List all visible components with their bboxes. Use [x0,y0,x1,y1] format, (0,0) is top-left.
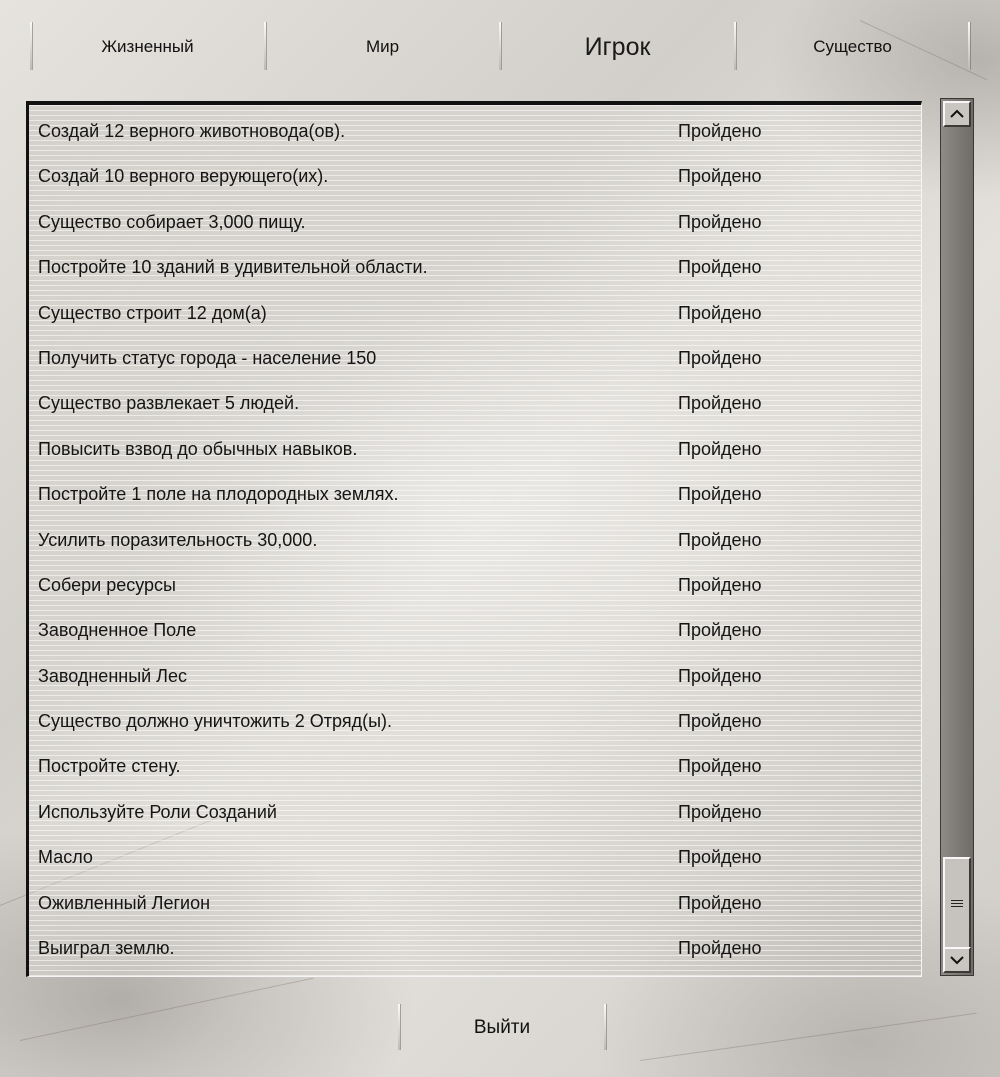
achievement-status: Пройдено [678,801,762,822]
exit-button[interactable] [402,1004,602,1052]
achievement-name: Собери ресурсы [38,574,176,595]
achievement-status: Пройдено [678,302,762,323]
scroll-thumb[interactable] [943,857,971,949]
achievement-name: Существо должно уничтожить 2 Отряд(ы). [38,711,393,732]
achievement-name: Создай 10 верного верующего(их). [38,166,329,187]
achievement-status: Пройдено [678,438,762,459]
achievement-list[interactable] [26,101,922,977]
achievement-name: Существо развлекает 5 людей. [38,393,300,414]
achievement-name: Существо строит 12 дом(а) [38,302,267,323]
achievement-name: Используйте Роли Созданий [38,801,277,822]
achievement-name: Получить статус города - население 150 [38,347,377,368]
achievement-status: Пройдено [678,529,762,550]
achievement-status: Пройдено [678,620,762,641]
marble-texture [20,978,314,1041]
tab-label: Игрок [584,32,651,61]
achievement-status: Пройдено [678,257,762,278]
achievement-status: Пройдено [678,211,762,232]
tab-creature[interactable] [735,22,970,72]
chevron-down-icon [949,954,965,966]
achievement-rows [29,117,921,977]
list-item[interactable] [29,798,921,843]
achievement-name: Постройте 10 зданий в удивительной области. [38,257,428,278]
list-scrollbar[interactable] [940,98,974,976]
tab-life[interactable] [30,22,265,72]
achievement-status: Пройдено [678,574,762,595]
achievement-status: Пройдено [678,892,762,913]
achievement-name: Постройте стену. [38,756,181,777]
button-divider [604,1004,606,1050]
list-item[interactable] [29,934,921,977]
achievement-status: Пройдено [678,393,762,414]
achievement-status: Пройдено [678,938,762,959]
tab-label: Существо [813,37,892,56]
achievement-status: Пройдено [678,756,762,777]
achievement-name: Усилить поразительность 30,000. [38,529,318,550]
tab-world[interactable] [265,22,500,72]
achievement-status: Пройдено [678,665,762,686]
footer-bar [398,1004,606,1052]
achievement-name: Создай 12 верного животновода(ов). [38,121,346,141]
achievement-name: Повысить взвод до обычных навыков. [38,438,358,459]
achievement-status: Пройдено [678,711,762,732]
achievement-name: Оживленный Легион [38,892,211,913]
button-divider [398,1004,400,1050]
achievement-status: Пройдено [678,347,762,368]
tab-label: Жизненный [101,37,194,56]
achievement-status: Пройдено [678,121,762,141]
achievement-name: Заводненный Лес [38,665,188,686]
tab-label: Мир [365,37,400,56]
achievement-status: Пройдено [678,847,762,868]
achievement-name: Постройте 1 поле на плодородных землях. [38,484,399,505]
scroll-up-button[interactable] [943,101,971,127]
achievement-status: Пройдено [678,484,762,505]
achievement-name: Выиграл землю. [38,938,175,959]
tab-bar [30,22,970,72]
exit-label: Выйти [473,1017,531,1038]
chevron-up-icon [949,108,965,120]
grip-lines-icon [951,900,963,907]
tab-divider [968,22,970,70]
marble-texture [640,1013,977,1061]
tab-player[interactable] [500,22,735,72]
achievement-name: Заводненное Поле [38,620,197,641]
achievement-name: Существо собирает 3,000 пищу. [38,211,306,232]
achievement-name: Масло [38,847,93,868]
scroll-down-button[interactable] [943,947,971,973]
achievement-status: Пройдено [678,166,762,187]
